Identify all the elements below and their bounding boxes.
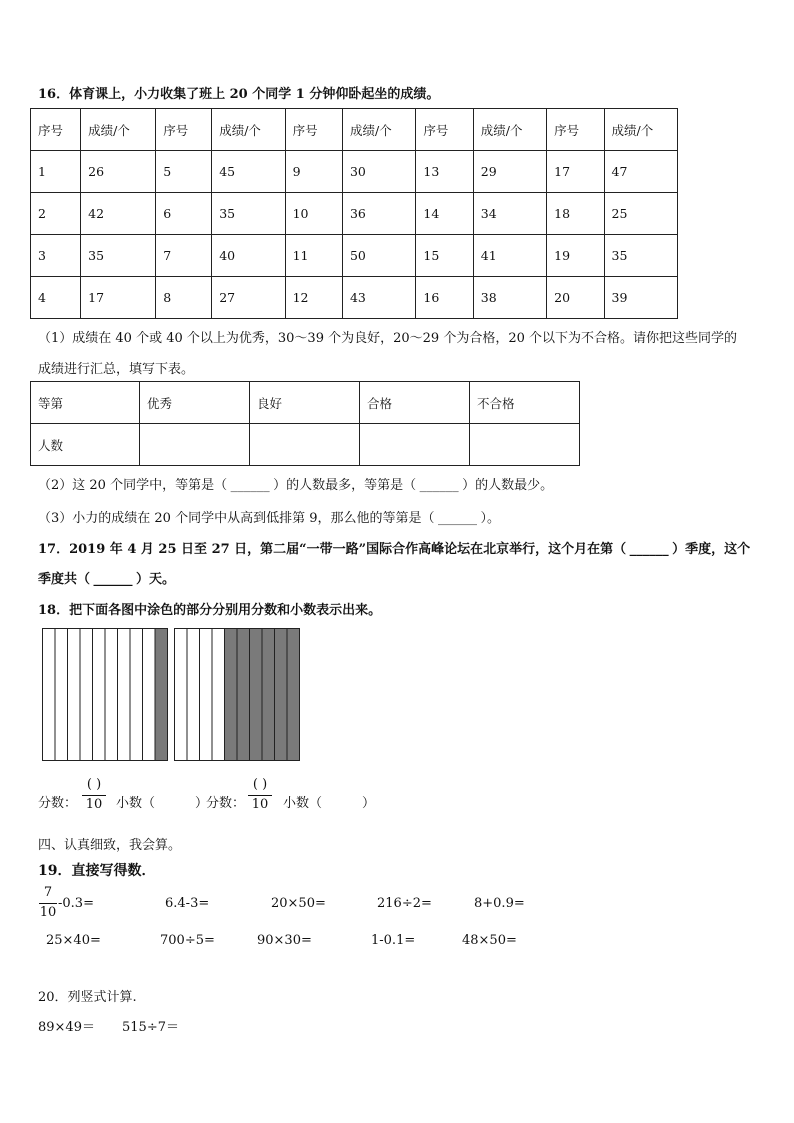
student-number-cell: 7 bbox=[156, 235, 212, 277]
q16-part3-text-b: ）。 bbox=[480, 511, 500, 526]
q16-part2-text-b: ）的人数最多，等第是（ bbox=[273, 478, 417, 493]
summary-header-cell: 不合格 bbox=[469, 382, 579, 424]
unshaded-strip bbox=[143, 629, 156, 761]
answer-blank[interactable]: ______ bbox=[230, 478, 270, 493]
score-cell: 26 bbox=[81, 151, 156, 193]
unshaded-strip bbox=[105, 629, 118, 761]
student-number-cell: 18 bbox=[547, 193, 604, 235]
shaded-strip bbox=[250, 629, 263, 761]
student-number-cell: 15 bbox=[416, 235, 473, 277]
fraction-denominator: 10 bbox=[251, 797, 269, 812]
score-cell: 43 bbox=[342, 277, 415, 319]
q19-item: -0.3= bbox=[58, 896, 94, 911]
shaded-strip bbox=[155, 629, 168, 761]
fraction-denominator: 10 bbox=[85, 797, 103, 812]
score-cell: 45 bbox=[212, 151, 285, 193]
unshaded-strip bbox=[200, 629, 213, 761]
q17-line1 bbox=[38, 538, 750, 557]
strip-figure-2 bbox=[174, 628, 301, 762]
answer-blank[interactable]: ______ bbox=[437, 511, 477, 526]
q17-line2 bbox=[38, 568, 175, 587]
score-header-cell: 序号 bbox=[547, 109, 604, 151]
student-number-cell: 13 bbox=[416, 151, 473, 193]
q20-problem: 515÷7＝ bbox=[122, 1020, 179, 1035]
student-number-cell: 20 bbox=[547, 277, 604, 319]
student-number-cell: 4 bbox=[31, 277, 81, 319]
q16-part2 bbox=[38, 474, 553, 493]
score-header-cell: 成绩/个 bbox=[81, 109, 156, 151]
decimal-label: 小数（ bbox=[116, 796, 156, 811]
q19-item: 1-0.1= bbox=[371, 933, 416, 948]
score-cell: 47 bbox=[604, 151, 677, 193]
unshaded-strip bbox=[187, 629, 200, 761]
q16-part2-text-a: （2）这 20 个同学中，等第是（ bbox=[38, 478, 228, 493]
unshaded-strip bbox=[212, 629, 225, 761]
shaded-strip bbox=[237, 629, 250, 761]
summary-answer-cell[interactable] bbox=[249, 424, 359, 466]
fraction-numerator: 7 bbox=[43, 885, 53, 900]
score-cell: 35 bbox=[212, 193, 285, 235]
unshaded-strip bbox=[43, 629, 56, 761]
fraction-bar bbox=[82, 795, 106, 796]
q17-text-d: ）天。 bbox=[136, 572, 176, 587]
student-number-cell: 5 bbox=[156, 151, 212, 193]
shaded-strip bbox=[262, 629, 275, 761]
fraction-numerator[interactable]: ( ) bbox=[86, 777, 102, 792]
q17-text-c: 季度共（ bbox=[38, 572, 91, 587]
table-row bbox=[31, 277, 678, 319]
score-cell: 42 bbox=[81, 193, 156, 235]
unshaded-strip bbox=[118, 629, 131, 761]
student-number-cell: 16 bbox=[416, 277, 473, 319]
summary-header-cell: 良好 bbox=[249, 382, 359, 424]
q18-fraction-1 bbox=[82, 776, 106, 813]
answer-blank[interactable] bbox=[322, 796, 362, 811]
q16-part2-text-c: ）的人数最少。 bbox=[462, 478, 554, 493]
q16-title: 16．体育课上，小力收集了班上 20 个同学 1 分钟仰卧起坐的成绩。 bbox=[38, 87, 440, 102]
decimal-label: 小数（ bbox=[283, 796, 323, 811]
score-cell: 50 bbox=[342, 235, 415, 277]
score-cell: 29 bbox=[473, 151, 546, 193]
q18-fraction-label-1: 分数： bbox=[38, 796, 78, 811]
score-header-cell: 序号 bbox=[285, 109, 342, 151]
score-cell: 41 bbox=[473, 235, 546, 277]
q16-part1-line1: （1）成绩在 40 个或 40 个以上为优秀，30～39 个为良好，20～29 个为合格，20 个以下为不合格。请你把这些同学的 bbox=[38, 331, 737, 346]
score-header-cell: 序号 bbox=[156, 109, 212, 151]
unshaded-strip bbox=[68, 629, 81, 761]
score-cell: 36 bbox=[342, 193, 415, 235]
student-number-cell: 12 bbox=[285, 277, 342, 319]
score-table bbox=[30, 108, 678, 319]
q16-part1-line2: 成绩进行汇总，填写下表。 bbox=[38, 362, 195, 377]
student-number-cell: 3 bbox=[31, 235, 81, 277]
q19-item: 6.4-3= bbox=[165, 896, 210, 911]
unshaded-strip bbox=[80, 629, 93, 761]
q19-item: 8+0.9= bbox=[474, 896, 525, 911]
q18-decimal-2 bbox=[283, 792, 375, 811]
student-number-cell: 17 bbox=[547, 151, 604, 193]
student-number-cell: 2 bbox=[31, 193, 81, 235]
student-number-cell: 14 bbox=[416, 193, 473, 235]
score-cell: 35 bbox=[81, 235, 156, 277]
q18-fraction-2 bbox=[248, 776, 272, 813]
summary-answer-cell[interactable] bbox=[359, 424, 469, 466]
score-header-cell: 成绩/个 bbox=[212, 109, 285, 151]
decimal-close: ） bbox=[362, 796, 376, 811]
shaded-strip bbox=[287, 629, 300, 761]
score-cell: 38 bbox=[473, 277, 546, 319]
score-header-cell: 序号 bbox=[31, 109, 81, 151]
answer-blank[interactable] bbox=[155, 796, 195, 811]
score-cell: 25 bbox=[604, 193, 677, 235]
student-number-cell: 8 bbox=[156, 277, 212, 319]
table-row bbox=[31, 193, 678, 235]
score-cell: 17 bbox=[81, 277, 156, 319]
score-cell: 35 bbox=[604, 235, 677, 277]
shaded-strip bbox=[275, 629, 288, 761]
score-cell: 40 bbox=[212, 235, 285, 277]
score-cell: 30 bbox=[342, 151, 415, 193]
q20-problem: 89×49＝ bbox=[38, 1020, 95, 1035]
q19-title: 19．直接写得数． bbox=[38, 863, 156, 879]
q19-item: 216÷2= bbox=[377, 896, 432, 911]
student-number-cell: 6 bbox=[156, 193, 212, 235]
q18-fraction-label-2: 分数： bbox=[206, 796, 246, 811]
score-cell: 39 bbox=[604, 277, 677, 319]
shaded-strip bbox=[225, 629, 238, 761]
table-row bbox=[31, 151, 678, 193]
score-header-cell: 序号 bbox=[416, 109, 473, 151]
table-row bbox=[31, 235, 678, 277]
q17-text-a: 17．2019 年 4 月 25 日至 27 日，第二届“一带一路”国际合作高峰论坛在北京举行，这个月在第（ bbox=[38, 542, 627, 557]
summary-header-cell: 合格 bbox=[359, 382, 469, 424]
student-number-cell: 10 bbox=[285, 193, 342, 235]
score-cell: 34 bbox=[473, 193, 546, 235]
summary-header-cell: 等第 bbox=[31, 382, 140, 424]
student-number-cell: 11 bbox=[285, 235, 342, 277]
q18-title: 18．把下面各图中涂色的部分分别用分数和小数表示出来。 bbox=[38, 603, 382, 618]
q19-item: 700÷5= bbox=[160, 933, 215, 948]
section4-title: 四、认真细致，我会算。 bbox=[38, 838, 182, 853]
q16-part3-text-a: （3）小力的成绩在 20 个同学中从高到低排第 9，那么他的等第是（ bbox=[38, 511, 435, 526]
student-number-cell: 19 bbox=[547, 235, 604, 277]
summary-header-cell: 优秀 bbox=[140, 382, 250, 424]
unshaded-strip bbox=[130, 629, 143, 761]
score-cell: 27 bbox=[212, 277, 285, 319]
summary-row-label: 人数 bbox=[31, 424, 140, 466]
fraction-bar bbox=[39, 903, 57, 904]
q19-item: 90×30= bbox=[257, 933, 312, 948]
fraction-numerator[interactable]: ( ) bbox=[252, 777, 268, 792]
summary-answer-cell[interactable] bbox=[140, 424, 250, 466]
fraction-bar bbox=[248, 795, 272, 796]
q19-item: 48×50= bbox=[462, 933, 517, 948]
fraction-denominator: 10 bbox=[39, 905, 57, 920]
q18-decimal-1 bbox=[116, 792, 208, 811]
answer-blank[interactable]: ______ bbox=[93, 572, 133, 587]
q20-title: 20．列竖式计算. bbox=[38, 990, 137, 1005]
answer-blank[interactable]: ______ bbox=[629, 542, 669, 557]
q19-fraction bbox=[39, 884, 57, 921]
score-header-cell: 成绩/个 bbox=[473, 109, 546, 151]
score-header-cell: 成绩/个 bbox=[604, 109, 677, 151]
decimal-close: ） bbox=[195, 796, 209, 811]
unshaded-strip bbox=[93, 629, 106, 761]
strip-figure-1 bbox=[42, 628, 169, 762]
q19-item: 20×50= bbox=[271, 896, 326, 911]
student-number-cell: 9 bbox=[285, 151, 342, 193]
q19-item: 25×40= bbox=[46, 933, 101, 948]
student-number-cell: 1 bbox=[31, 151, 81, 193]
q17-text-b: ）季度，这个 bbox=[672, 542, 751, 557]
summary-table bbox=[30, 381, 580, 466]
answer-blank[interactable]: ______ bbox=[419, 478, 459, 493]
unshaded-strip bbox=[175, 629, 188, 761]
q16-part3 bbox=[38, 507, 500, 526]
score-header-cell: 成绩/个 bbox=[342, 109, 415, 151]
summary-answer-cell[interactable] bbox=[469, 424, 579, 466]
unshaded-strip bbox=[55, 629, 68, 761]
